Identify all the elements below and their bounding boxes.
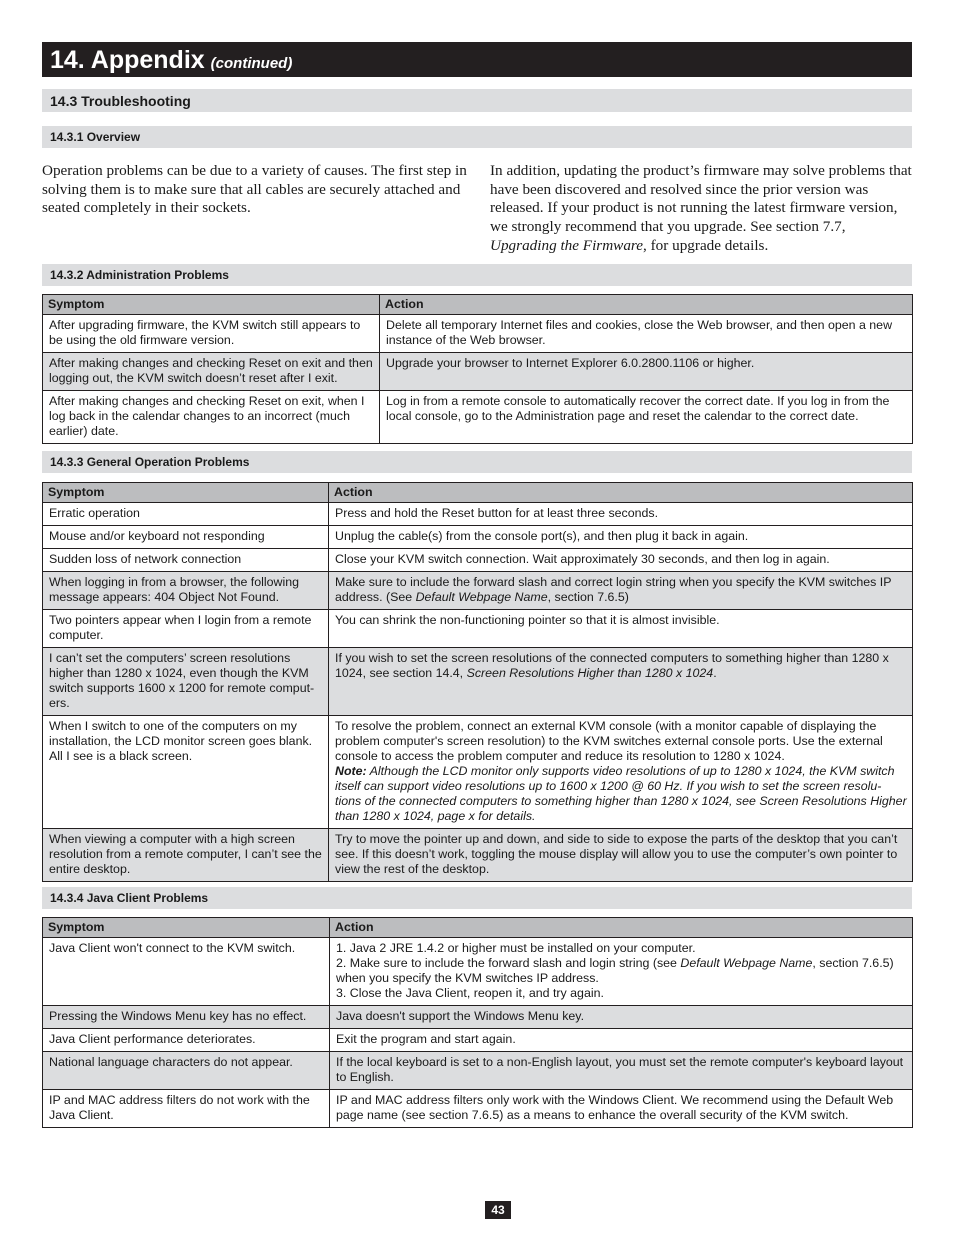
action-cell: You can shrink the non-functioning pointer so that it is almost invisible. [329,610,913,648]
action-cell: To resolve the problem, connect an external KVM console (with a monitor capable of displaying the problem computer's screen resolution) to the KVM switches external console ports. Use the external console to access the problem computer and reduce its resolution to 1280 x 1024. Note: Although the LCD monitor only supports video resolutions of up to 1280 x 1024, the KVM switch itself can support video resolutions up to 1600 x 1200 @ 60 Hz. If you wish to set the screen resolu-tions of the connected computers to something higher than 1280 x 1024, see Screen Resolutions Higher than 1280 x 1024, page x for details. [329,716,913,829]
column-header-action: Action [329,483,913,503]
symptom-cell: After upgrading firmware, the KVM switch still appears to be using the old firmware version. [43,315,380,353]
java-heading: 14.3.4 Java Client Problems [42,887,912,909]
table-row [43,1006,913,1029]
general-heading: 14.3.3 General Operation Problems [42,451,912,473]
note-text: Although the LCD monitor only supports video resolutions of up to 1280 x 1024, the KVM switch itself can support video resolutions up to 1600 x 1200 @ 60 Hz. If you wish to set the screen resolu-tions of the connected computers to something higher than 1280 x 1024, see Screen Resolutions Higher than 1280 x 1024, page x for details. [335,764,907,823]
general-table [42,482,913,882]
admin-heading: 14.3.2 Administration Problems [42,264,912,286]
symptom-cell: Mouse and/or keyboard not responding [43,526,329,549]
page-number: 43 [485,1201,511,1219]
column-header-symptom: Symptom [43,918,330,938]
section-heading: 14.3 Troubleshooting [42,89,912,112]
table-row [43,716,913,829]
column-header-symptom: Symptom [43,295,380,315]
symptom-cell: Pressing the Windows Menu key has no effect. [43,1006,330,1029]
symptom-cell: Java Client performance deteriorates. [43,1029,330,1052]
column-header-action: Action [380,295,913,315]
table-row [43,1090,913,1128]
table-row [43,549,913,572]
table-row [43,610,913,648]
symptom-cell: After making changes and checking Reset on exit and then logging out, the KVM switch doesn’t reset after I exit. [43,353,380,391]
action-cell: Upgrade your browser to Internet Explorer 6.0.2800.1106 or higher. [380,353,913,391]
overview-left-paragraph: Operation problems can be due to a variety of causes. The first step in solving them is to make sure that all cables are securely attached and seated completely in their sockets. [42,162,467,217]
action-cell: Java doesn't support the Windows Menu key. [330,1006,913,1029]
action-cell: IP and MAC address filters only work with the Windows Client. We recommend using the Default Web page name (see section 7.6.5) as a means to enhance the overall security of the KVM switch. [330,1090,913,1128]
symptom-cell: Erratic operation [43,503,329,526]
table-row [43,353,913,391]
symptom-cell: When I switch to one of the computers on my installation, the LCD monitor screen goes blank. All I see is a black screen. [43,716,329,829]
table-row [43,1029,913,1052]
table-header [43,483,913,503]
action-cell: If the local keyboard is set to a non-English layout, you must set the remote computer's keyboard layout to English. [330,1052,913,1090]
table-row [43,503,913,526]
symptom-cell: IP and MAC address filters do not work with the Java Client. [43,1090,330,1128]
firmware-reference: Upgrading the Firmware [490,236,643,254]
symptom-cell: When viewing a computer with a high screen resolution from a remote computer, I can’t see the entire desktop. [43,829,329,882]
table-row [43,1052,913,1090]
table-row [43,572,913,610]
admin-table [42,294,913,444]
action-cell: Press and hold the Reset button for at least three seconds. [329,503,913,526]
table-row [43,315,913,353]
table-row [43,391,913,444]
table-header [43,918,913,938]
symptom-cell: After making changes and checking Reset on exit, when I log back in the calendar changes to an incorrect (much earlier) date. [43,391,380,444]
note-label: Note: [335,764,367,778]
symptom-cell: Java Client won't connect to the KVM switch. [43,938,330,1006]
action-cell: Log in from a remote console to automatically recover the correct date. If you log in from the local console, go to the Administration page and reset the calendar to the correct date. [380,391,913,444]
symptom-cell: I can’t set the computers’ screen resolutions higher than 1280 x 1024, even though the KVM switch supports 1600 x 1200 for remote comput-ers. [43,648,329,716]
chapter-banner [42,42,912,77]
column-header-symptom: Symptom [43,483,329,503]
table-row [43,938,913,1006]
chapter-title: 14. Appendix [50,46,205,74]
symptom-cell: When logging in from a browser, the following message appears: 404 Object Not Found. [43,572,329,610]
symptom-cell: Two pointers appear when I login from a remote computer. [43,610,329,648]
table-header [43,295,913,315]
action-cell: Exit the program and start again. [330,1029,913,1052]
action-cell: 1. Java 2 JRE 1.4.2 or higher must be installed on your computer. 2. Make sure to include the forward slash and login string (see Default Webpage Name, section 7.6.5) when you specify the KVM switches IP address. 3. Close the Java Client, reopen it, and try again. [330,938,913,1006]
table-row [43,829,913,882]
action-cell: Delete all temporary Internet files and cookies, close the Web browser, and then open a new instance of the Web browser. [380,315,913,353]
table-row [43,526,913,549]
table-row [43,648,913,716]
overview-heading: 14.3.1 Overview [42,126,912,148]
java-table [42,917,913,1128]
action-cell: Close your KVM switch connection. Wait approximately 30 seconds, and then log in again. [329,549,913,572]
action-cell: Try to move the pointer up and down, and side to side to expose the parts of the desktop that you can’t see. If this doesn’t work, toggling the mouse display will allow you to use the computer’s own pointer to view the rest of the desktop. [329,829,913,882]
action-cell: If you wish to set the screen resolutions of the connected computers to something higher than 1280 x 1024, see section 14.4, Screen Resolutions Higher than 1280 x 1024. [329,648,913,716]
action-cell: Make sure to include the forward slash and correct login string when you specify the KVM switches IP address. (See Default Webpage Name, section 7.6.5) [329,572,913,610]
column-header-action: Action [330,918,913,938]
overview-right-paragraph: In addition, updating the product’s firmware may solve problems that have been discovered and resolved since the prior version was released. If your product is not running the latest firmware version, we strongly recommend that you upgrade. See section 7.7, Upgrading the Firmware, for upgrade details. [490,162,912,254]
action-cell: Unplug the cable(s) from the console port(s), and then plug it back in again. [329,526,913,549]
symptom-cell: National language characters do not appear. [43,1052,330,1090]
chapter-continued: (continued) [210,55,293,72]
symptom-cell: Sudden loss of network connection [43,549,329,572]
